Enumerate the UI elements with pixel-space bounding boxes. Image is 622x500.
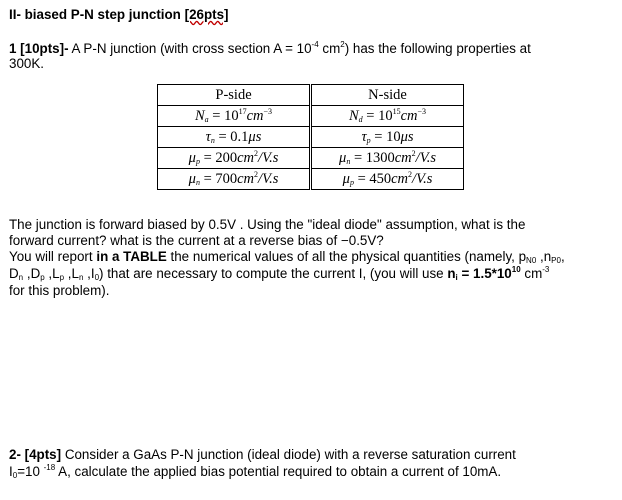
q1-body-line4: $D_n$ $,D_p$ $,L_p$ $,L_n$ $,I_0$) that are necessary to compute the current I, (you will use $n_i = 1.5*10^{10}$ $cm^{-3}$: [9, 265, 550, 282]
q2-line2: $I_0=10$ $^{-18}$ A, calculate the applied bias potential required to obtain a current of 10mA.: [9, 463, 502, 480]
q1-body-line5: for this problem).: [9, 283, 110, 298]
cell-tau-n: $\tau_n = 0.1\mu s$: [158, 127, 311, 148]
table-header-row: [158, 85, 464, 106]
properties-table: [157, 84, 464, 190]
q1-label: 1 [10pts]-: [9, 41, 69, 56]
section-title-text: II- biased P-N step junction: [9, 7, 181, 22]
table-row: [158, 127, 464, 148]
q1-body-line2: forward current? what is the current at a reverse bias of −0.5V?: [9, 233, 384, 248]
cell-nd: $N_d = 10^{15}cm^{-3}$: [311, 106, 464, 127]
header-p-side: P-side: [158, 85, 311, 106]
q1-intro-exp: -4: [311, 40, 319, 49]
cell-tau-p: $\tau_p = 10\mu s$: [311, 127, 464, 148]
q2-text: Consider a GaAs P-N junction (ideal diode) with a reverse saturation current: [61, 447, 516, 462]
cell-na: $N_a = 10^{17}cm^{-3}$: [158, 106, 311, 127]
q1-intro-text-b: cm: [318, 41, 341, 56]
section-title: [9, 6, 229, 23]
q1-intro-line1: [9, 40, 531, 57]
q1-intro-text-c: ) has the following properties at: [344, 41, 531, 56]
table-row: [158, 106, 464, 127]
q1-intro-text-a: A P-N junction (with cross section A = 10: [68, 41, 312, 56]
q2-label: 2- [4pts]: [9, 447, 62, 462]
section-points: [26pts]: [184, 7, 229, 22]
table-row: [158, 169, 464, 190]
cell-mu-n-nside: $\mu_n = 1300cm^2/V.s$: [311, 148, 464, 169]
q1-body-line1: The junction is forward biased by 0.5V . Using the "ideal diode" assumption, what is the: [9, 217, 526, 232]
cell-mu-p-nside: $\mu_p = 450cm^2/V.s$: [311, 169, 464, 190]
ni-value: $n_i = 1.5*10^{10}$: [447, 265, 521, 282]
q1-body-line3: You will report in a TABLE the numerical values of all the physical quantities (namely, $p_{N0}$ $,n_{P0}$,: [9, 249, 565, 265]
q1-intro-line2: 300K.: [9, 56, 44, 71]
header-n-side: N-side: [311, 85, 464, 106]
cell-mu-p-pside: $\mu_p = 200cm^2/V.s$: [158, 148, 311, 169]
cell-mu-n-pside: $\mu_n = 700cm^2/V.s$: [158, 169, 311, 190]
q1-intro-sq: 2: [340, 40, 345, 49]
table-row: [158, 148, 464, 169]
table-emphasis: in a TABLE: [96, 249, 167, 264]
q2-line1: [9, 446, 516, 463]
